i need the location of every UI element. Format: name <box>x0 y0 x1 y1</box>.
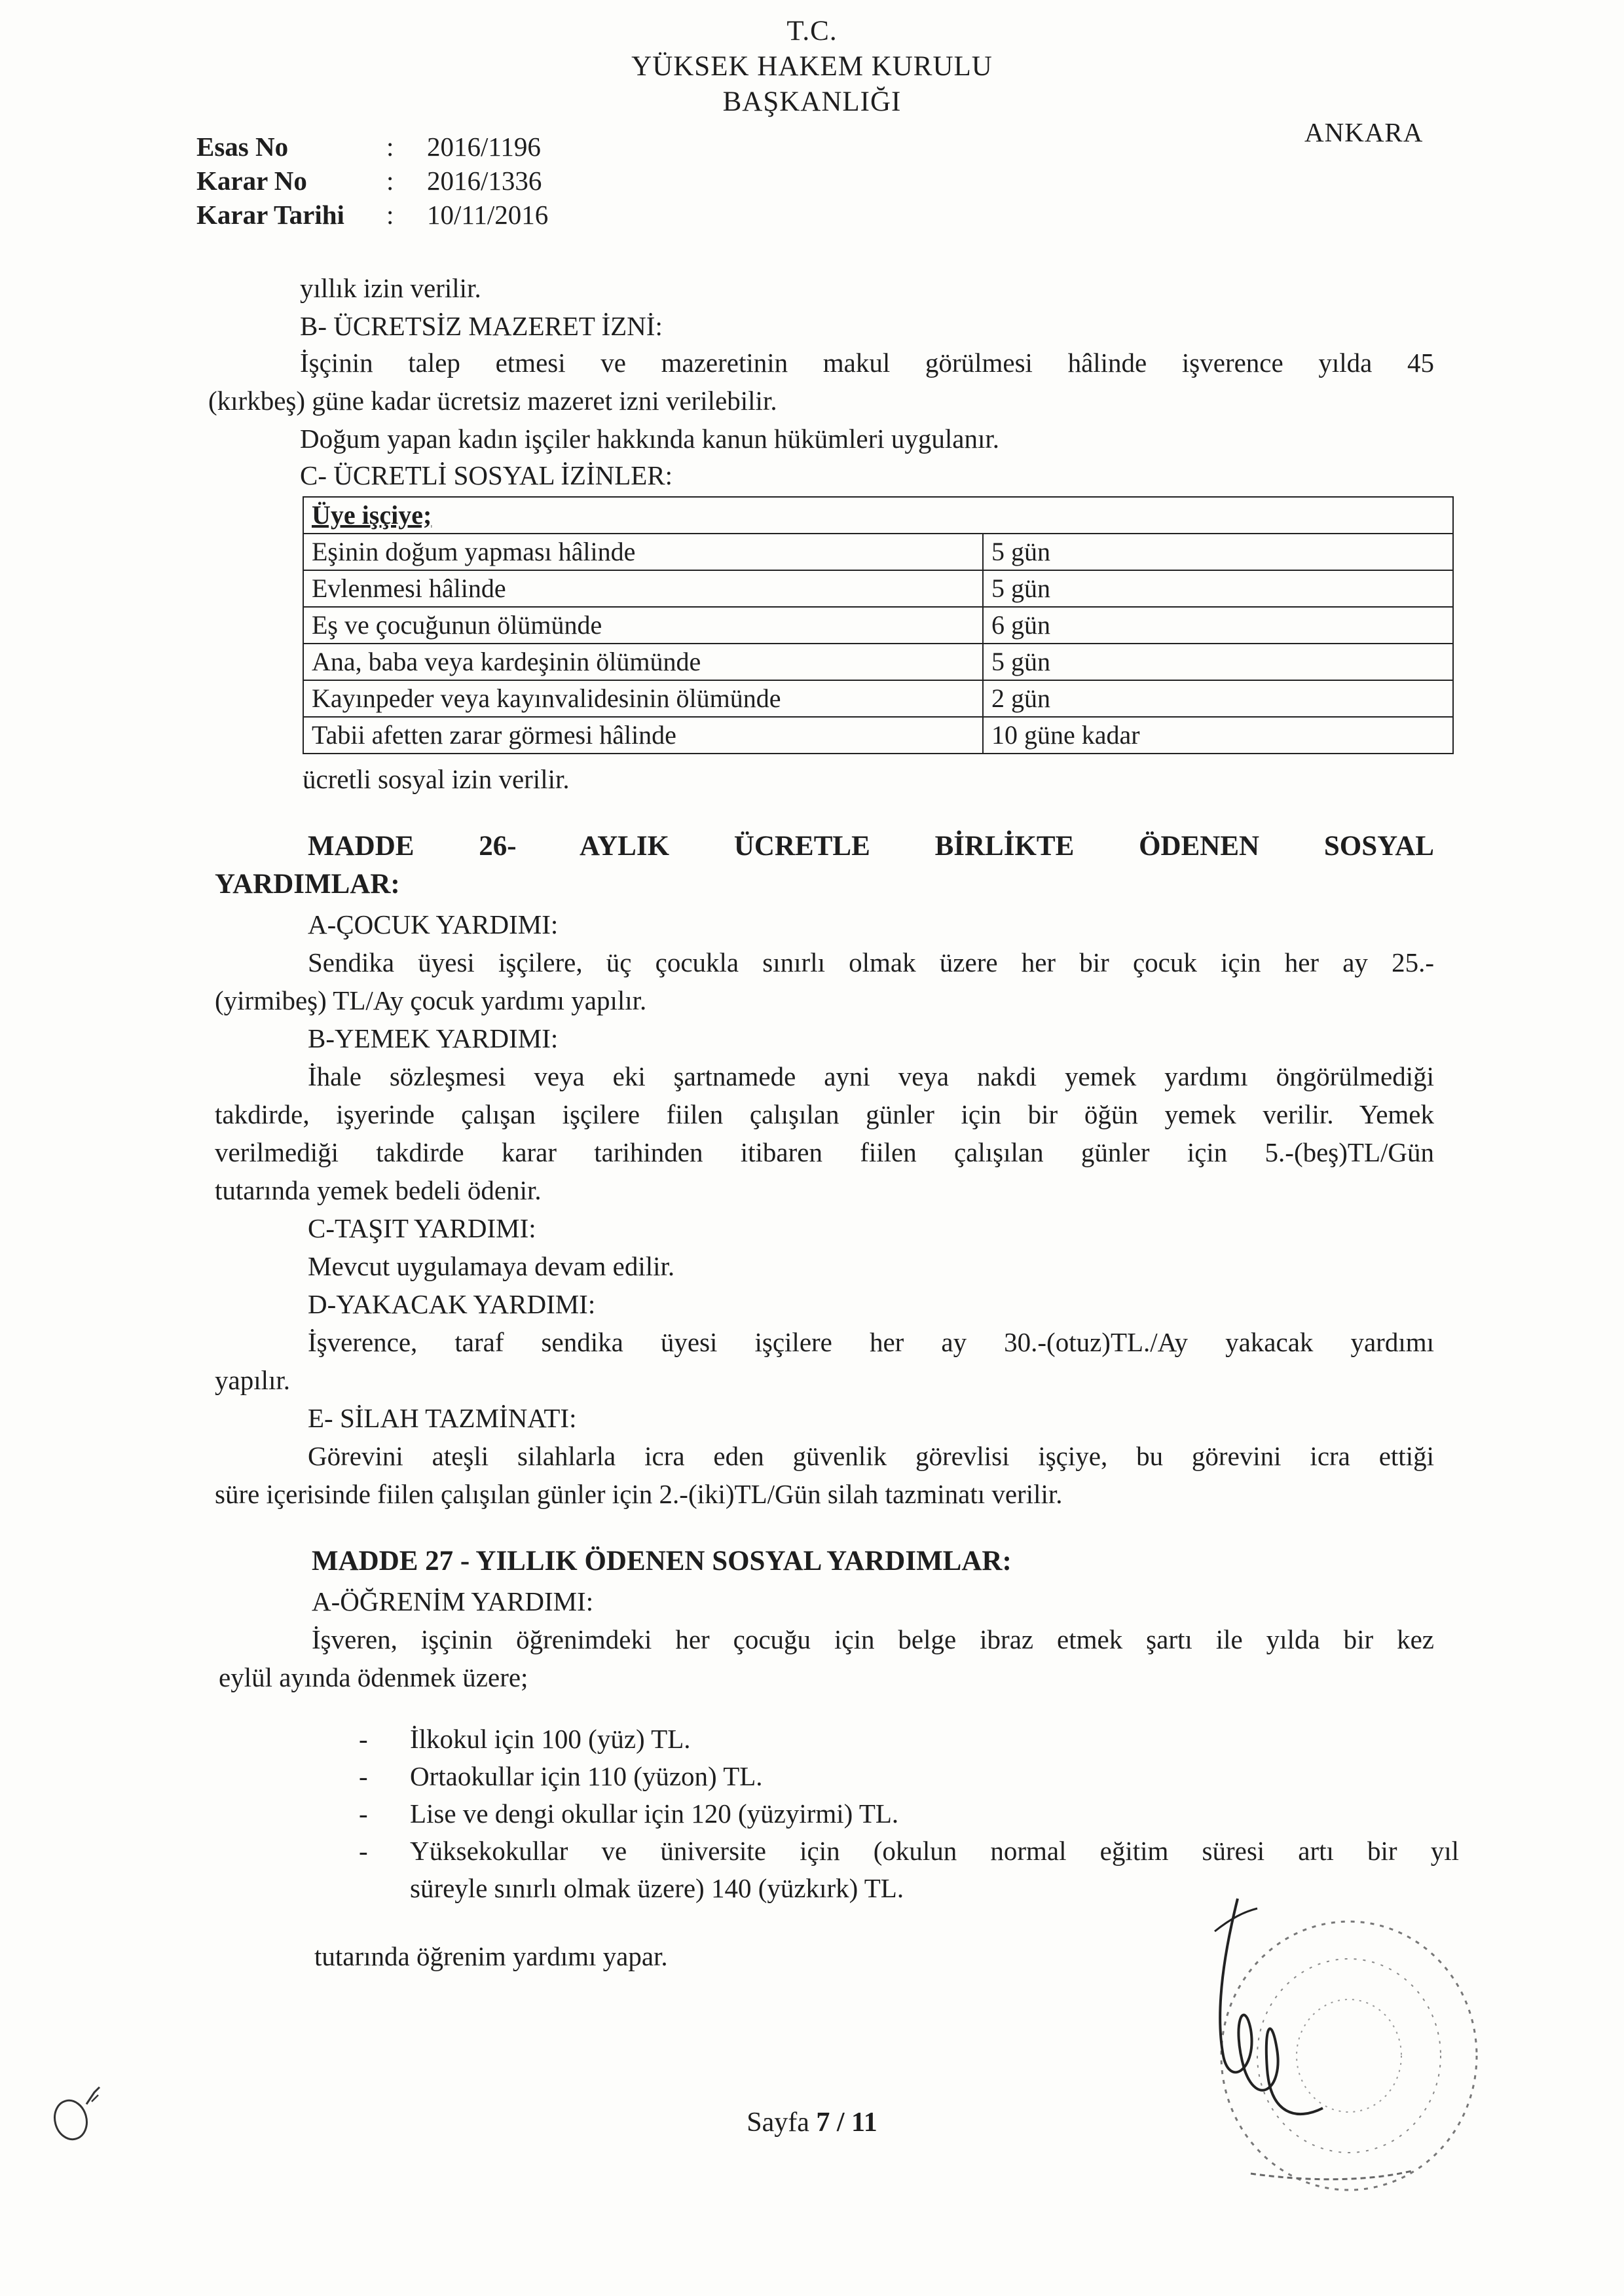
table-cell-case: Evlenmesi hâlinde <box>303 570 983 607</box>
meta-separator: : <box>386 200 394 230</box>
page-number: 7 / 11 <box>816 2107 877 2138</box>
table-cell-days: 2 gün <box>983 680 1453 717</box>
table-row <box>303 570 1453 607</box>
article-27-title: MADDE 27 - YILLIK ÖDENEN SOSYAL YARDIMLAR: <box>312 1546 1012 1576</box>
table-row <box>303 680 1453 717</box>
table-cell-days: 5 gün <box>983 644 1453 680</box>
table-cell-days: 6 gün <box>983 607 1453 644</box>
meta-value: 2016/1336 <box>427 166 542 196</box>
meta-separator: : <box>386 132 394 162</box>
table-header-label: Üye işçiye; <box>312 500 432 530</box>
heading-transport-allowance: C-TAŞIT YARDIMI: <box>308 1213 536 1243</box>
page-footer <box>0 2107 1624 2138</box>
case-meta <box>196 130 548 232</box>
paragraph-meal-allowance-line2: takdirde, işyerinde çalışan işçilere fiilen çalışılan günler için bir öğün yemek verilir. Yemek <box>215 1099 1434 1129</box>
table-cell-case: Eş ve çocuğunun ölümünde <box>303 607 983 644</box>
paragraph-unpaid-leave-line2: (kırkbeş) güne kadar ücretsiz mazeret izni verilebilir. <box>208 386 777 416</box>
paragraph-meal-allowance-line4: tutarında yemek bedeli ödenir. <box>215 1175 542 1205</box>
heading-fuel-allowance: D-YAKACAK YARDIMI: <box>308 1289 596 1319</box>
heading-paid-social-leave: C- ÜCRETLİ SOSYAL İZİNLER: <box>300 460 673 490</box>
bullet-dash: - <box>359 1761 368 1791</box>
meta-value: 10/11/2016 <box>427 200 549 230</box>
bullet-dash: - <box>359 1836 368 1866</box>
paragraph-child-allowance-line2: (yirmibeş) TL/Ay çocuk yardımı yapılır. <box>215 985 647 1015</box>
meta-label: Karar Tarihi <box>196 200 344 230</box>
article-26-title-line2: YARDIMLAR: <box>215 869 400 900</box>
paragraph-meal-allowance-line3: verilmediği takdirde karar tarihinden itibaren fiilen çalışılan günler için 5.-(beş)TL/Gün <box>215 1137 1434 1167</box>
paragraph-child-allowance-line1: Sendika üyesi işçilere, üç çocukla sınırlı olmak üzere her bir çocuk için her ay 25.- <box>308 947 1434 977</box>
list-item-text: Lise ve dengi okullar için 120 (yüzyirmi) TL. <box>410 1798 899 1829</box>
table-cell-days: 5 gün <box>983 570 1453 607</box>
paragraph-transport-allowance: Mevcut uygulamaya devam edilir. <box>308 1251 675 1281</box>
paragraph-annual-leave-end: yıllık izin verilir. <box>300 273 481 303</box>
list-item-text: İlkokul için 100 (yüz) TL. <box>410 1724 691 1754</box>
meta-label: Karar No <box>196 166 307 196</box>
paragraph-weapon-compensation-line1: Görevini ateşli silahlarla icra eden güvenlik görevlisi işçiye, bu görevini icra ettiği <box>308 1441 1434 1471</box>
meta-value: 2016/1196 <box>427 132 541 162</box>
paragraph-maternity: Doğum yapan kadın işçiler hakkında kanun hükümleri uygulanır. <box>300 424 1000 454</box>
table-cell-case: Tabii afetten zarar görmesi hâlinde <box>303 717 983 754</box>
paid-leave-table <box>303 496 1454 754</box>
table-cell-case: Ana, baba veya kardeşinin ölümünde <box>303 644 983 680</box>
article-26-title-line1: MADDE 26- AYLIK ÜCRETLE BİRLİKTE ÖDENEN SOSYAL <box>308 831 1434 862</box>
paragraph-unpaid-leave-line1: İşçinin talep etmesi ve mazeretinin makul görülmesi hâlinde işverence yılda 45 <box>300 348 1434 378</box>
table-header-row <box>303 497 1453 534</box>
list-item-text-line1: Yüksekokullar ve üniversite için (okulun normal eğitim süresi artı bir yıl <box>410 1836 1459 1866</box>
meta-row-esas <box>196 130 548 164</box>
header-institution: YÜKSEK HAKEM KURULU <box>631 51 993 82</box>
official-stamp-icon <box>1153 1872 1493 2213</box>
header-tc: T.C. <box>786 16 838 46</box>
paragraph-education-closing: tutarında öğrenim yardımı yapar. <box>314 1941 668 1971</box>
meta-label: Esas No <box>196 132 289 162</box>
bullet-dash: - <box>359 1724 368 1754</box>
table-cell-days: 5 gün <box>983 534 1453 570</box>
header-city: ANKARA <box>1304 117 1424 147</box>
heading-child-allowance: A-ÇOCUK YARDIMI: <box>308 909 559 939</box>
table-row <box>303 607 1453 644</box>
list-item <box>359 1795 1459 1832</box>
list-item <box>359 1758 1459 1795</box>
heading-weapon-compensation: E- SİLAH TAZMİNATI: <box>308 1403 577 1433</box>
paragraph-weapon-compensation-line2: süre içerisinde fiilen çalışılan günler için 2.-(iki)TL/Gün silah tazminatı verilir. <box>215 1479 1063 1509</box>
list-item <box>359 1721 1459 1758</box>
table-cell-days: 10 güne kadar <box>983 717 1453 754</box>
header-department: BAŞKANLIĞI <box>722 86 902 117</box>
table-row <box>303 534 1453 570</box>
signature-and-stamp <box>1153 1872 1493 2213</box>
heading-education-allowance: A-ÖĞRENİM YARDIMI: <box>312 1586 594 1616</box>
paragraph-fuel-allowance-line2: yapılır. <box>215 1365 291 1395</box>
list-item-text: Ortaokullar için 110 (yüzon) TL. <box>410 1761 763 1791</box>
list-item-text-line2: süreyle sınırlı olmak üzere) 140 (yüzkırk) TL. <box>410 1873 904 1903</box>
paragraph-meal-allowance-line1: İhale sözleşmesi veya eki şartnamede ayni veya nakdi yemek yardımı öngörülmediği <box>308 1061 1434 1091</box>
heading-meal-allowance: B-YEMEK YARDIMI: <box>308 1023 559 1053</box>
bullet-dash: - <box>359 1798 368 1829</box>
paragraph-education-allowance-line1: İşveren, işçinin öğrenimdeki her çocuğu için belge ibraz etmek şartı ile yılda bir kez <box>312 1624 1434 1654</box>
paragraph-paid-leave-after: ücretli sosyal izin verilir. <box>303 764 570 794</box>
meta-row-tarih <box>196 198 548 232</box>
heading-unpaid-leave: B- ÜCRETSİZ MAZERET İZNİ: <box>300 311 663 341</box>
page-prefix: Sayfa <box>747 2107 809 2138</box>
table-cell-case: Kayınpeder veya kayınvalidesinin ölümünde <box>303 680 983 717</box>
table-cell-case: Eşinin doğum yapması hâlinde <box>303 534 983 570</box>
paragraph-education-allowance-line2: eylül ayında ödenmek üzere; <box>219 1662 528 1692</box>
meta-row-karar <box>196 164 548 198</box>
table-header-cell <box>303 497 1453 534</box>
table-row <box>303 644 1453 680</box>
meta-separator: : <box>386 166 394 196</box>
paragraph-fuel-allowance-line1: İşverence, taraf sendika üyesi işçilere her ay 30.-(otuz)TL./Ay yakacak yardımı <box>308 1327 1434 1357</box>
table-row <box>303 717 1453 754</box>
